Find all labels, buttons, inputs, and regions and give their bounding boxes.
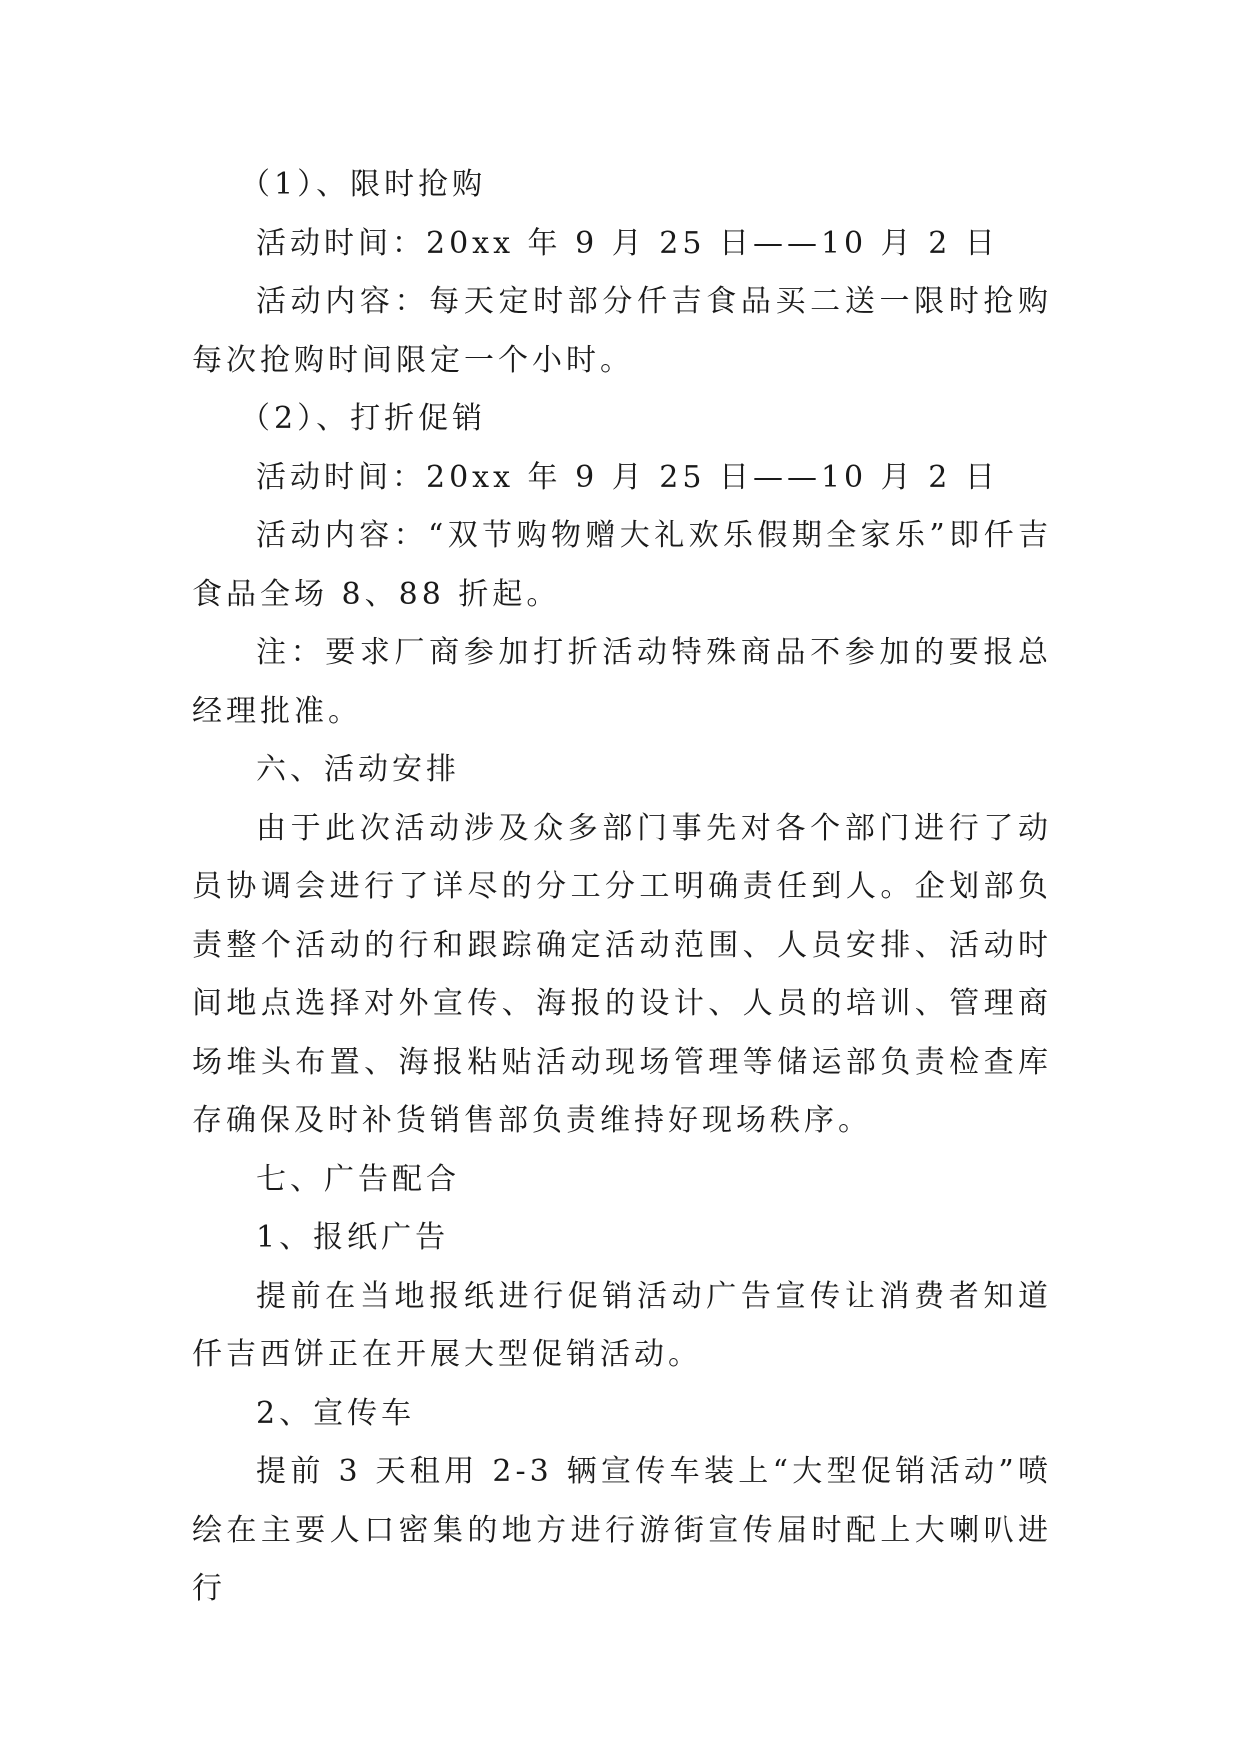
subheading-promo-vehicle: 2、宣传车 xyxy=(256,1395,416,1431)
section-heading-arrangement: 六、活动安排 xyxy=(256,752,460,787)
subheading-discount: （2）、打折促销 xyxy=(240,401,487,436)
activity-content-2: 活动内容：“双节购物赠大礼欢乐假期全家乐”即仟吉食品全场 8、88 折起。 xyxy=(192,518,1052,612)
activity-content-1: 活动内容：每天定时部分仟吉食品买二送一限时抢购每次抢购时间限定一个小时。 xyxy=(192,284,1052,378)
newspaper-ad-paragraph: 提前在当地报纸进行促销活动广告宣传让消费者知道仟吉西饼正在开展大型促销活动。 xyxy=(192,1278,1052,1372)
promo-vehicle-paragraph: 提前 3 天租用 2-3 辆宣传车装上“大型促销活动”喷绘在主要人口密集的地方进行游街宣传届时配上大喇叭进行 xyxy=(192,1454,1052,1606)
subheading-newspaper-ad: 1、报纸广告 xyxy=(256,1220,450,1255)
subheading-flash-sale: （1）、限时抢购 xyxy=(240,167,487,202)
section-heading-advertising: 七、广告配合 xyxy=(256,1161,460,1197)
arrangement-paragraph: 由于此次活动涉及众多部门事先对各个部门进行了动员协调会进行了详尽的分工分工明确责任到人。企划部负责整个活动的行和跟踪确定活动范围、人员安排、活动时间地点选择对外宣传、海报的设计、人员的培训、管理商场堆头布置、海报粘贴活动现场管理等储运部负责检查库存确保及时补货销售部负责维持好现场秩序。 xyxy=(192,810,1052,1138)
activity-time-1: 活动时间：20xx 年 9 月 25 日——10 月 2 日 xyxy=(256,225,999,261)
note-paragraph: 注：要求厂商参加打折活动特殊商品不参加的要报总经理批准。 xyxy=(192,635,1052,729)
document-body xyxy=(192,156,1052,1619)
activity-time-2: 活动时间：20xx 年 9 月 25 日——10 月 2 日 xyxy=(256,459,999,495)
